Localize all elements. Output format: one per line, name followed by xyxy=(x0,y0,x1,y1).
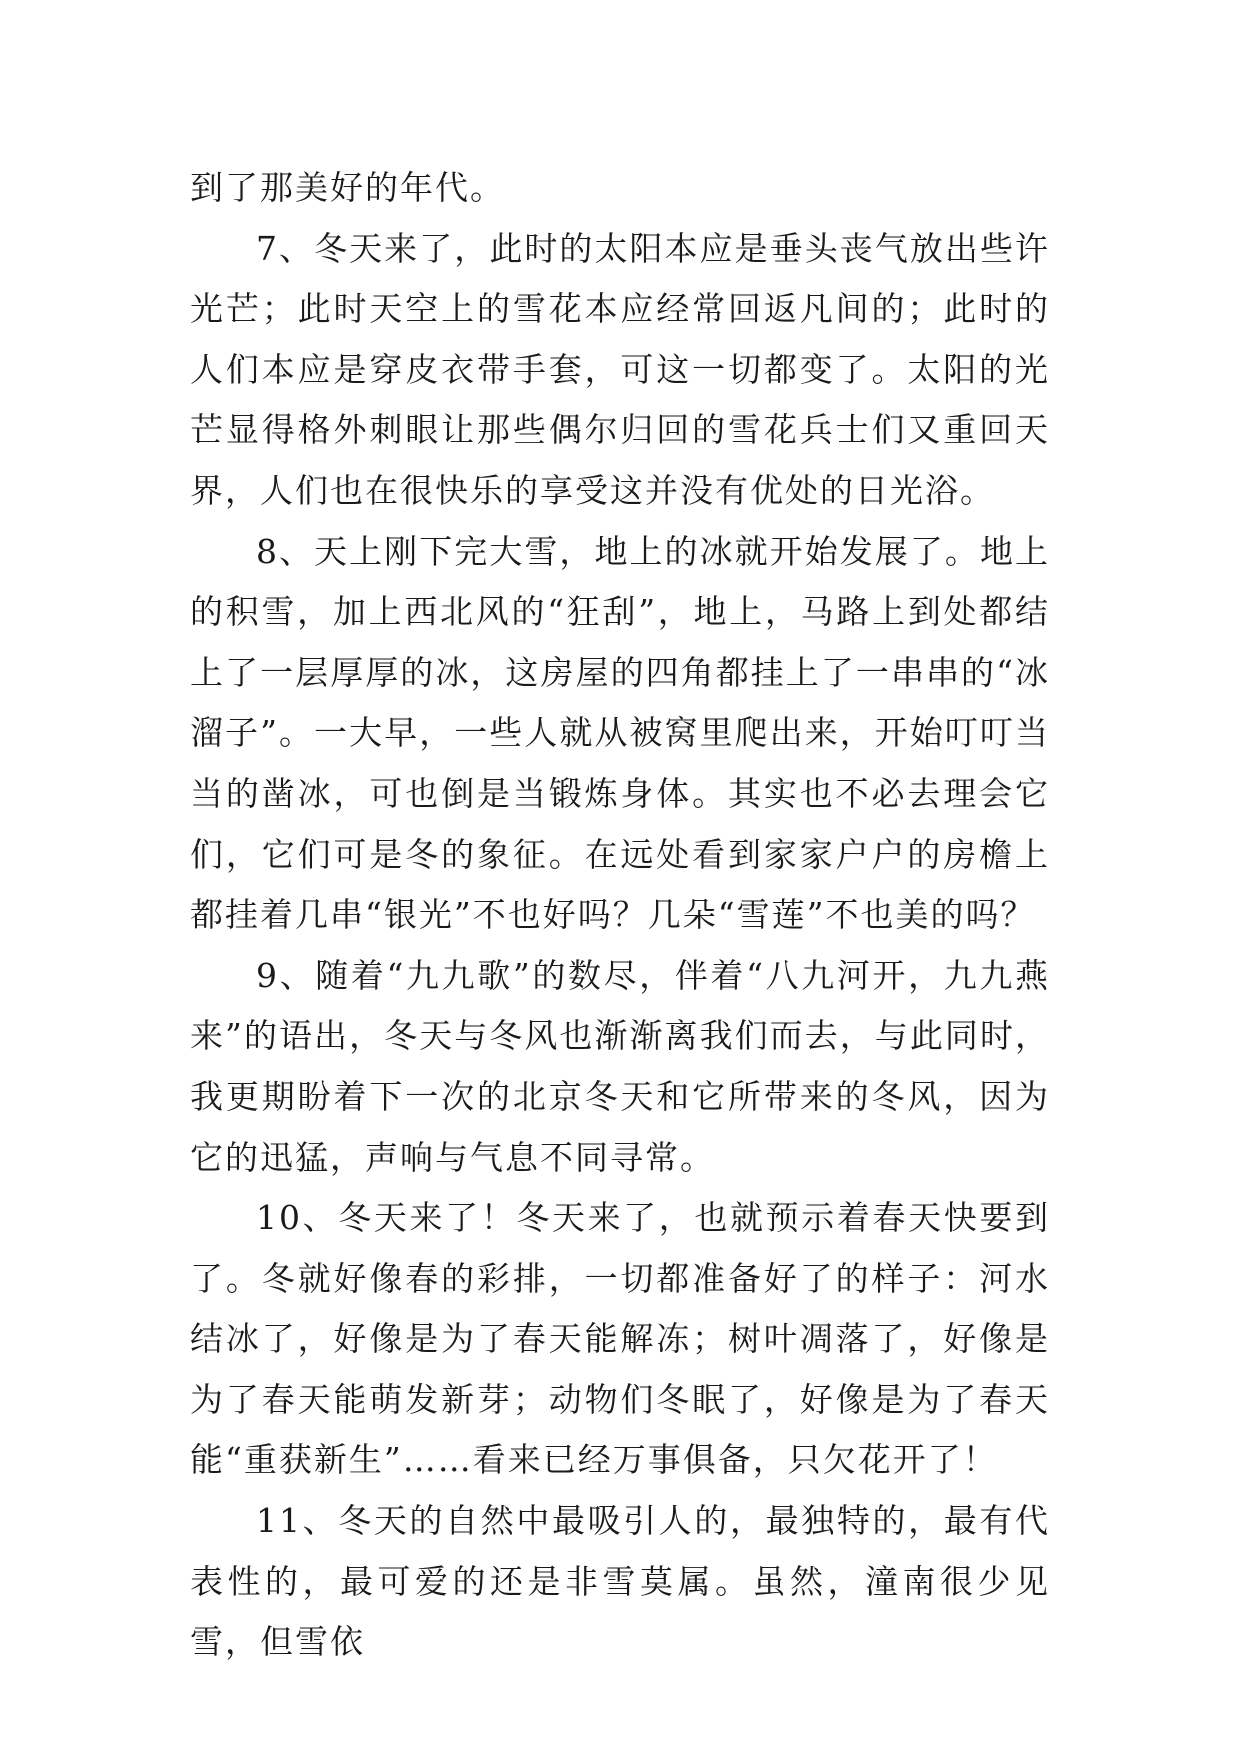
body-text xyxy=(190,158,1050,1673)
paragraph-8: 8、天上刚下完大雪，地上的冰就开始发展了。地上的积雪，加上西北风的“狂刮”，地上，马路上到处都结上了一层厚厚的冰，这房屋的四角都挂上了一串串的“冰溜子”。一大早，一些人就从被窝里爬出来，开始叮叮当当的凿冰，可也倒是当锻炼身体。其实也不必去理会它们，它们可是冬的象征。在远处看到家家户户的房檐上都挂着几串“银光”不也好吗？几朵“雪莲”不也美的吗？ xyxy=(190,531,1050,935)
paragraph-continuation: 到了那美好的年代。 xyxy=(190,168,505,207)
paragraph-10: 10、冬天来了！冬天来了，也就预示着春天快要到了。冬就好像春的彩排，一切都准备好了的样子：河水结冰了，好像是为了春天能解冻；树叶凋落了，好像是为了春天能萌发新芽；动物们冬眠了，好像是为了春天能“重获新生”……看来已经万事俱备，只欠花开了！ xyxy=(190,1198,1050,1480)
paragraph-11: 11、冬天的自然中最吸引人的，最独特的，最有代表性的，最可爱的还是非雪莫属。虽然，潼南很少见雪，但雪依 xyxy=(190,1501,1050,1662)
paragraph-7: 7、冬天来了，此时的太阳本应是垂头丧气放出些许光芒；此时天空上的雪花本应经常回返凡间的；此时的人们本应是穿皮衣带手套，可这一切都变了。太阳的光芒显得格外刺眼让那些偶尔归回的雪花兵士们又重回天界，人们也在很快乐的享受这并没有优处的日光浴。 xyxy=(190,228,1050,510)
paragraph-9: 9、随着“九九歌”的数尽，伴着“八九河开，九九燕来”的语出，冬天与冬风也渐渐离我们而去，与此同时，我更期盼着下一次的北京冬天和它所带来的冬风，因为它的迅猛，声响与气息不同寻常。 xyxy=(190,955,1050,1177)
